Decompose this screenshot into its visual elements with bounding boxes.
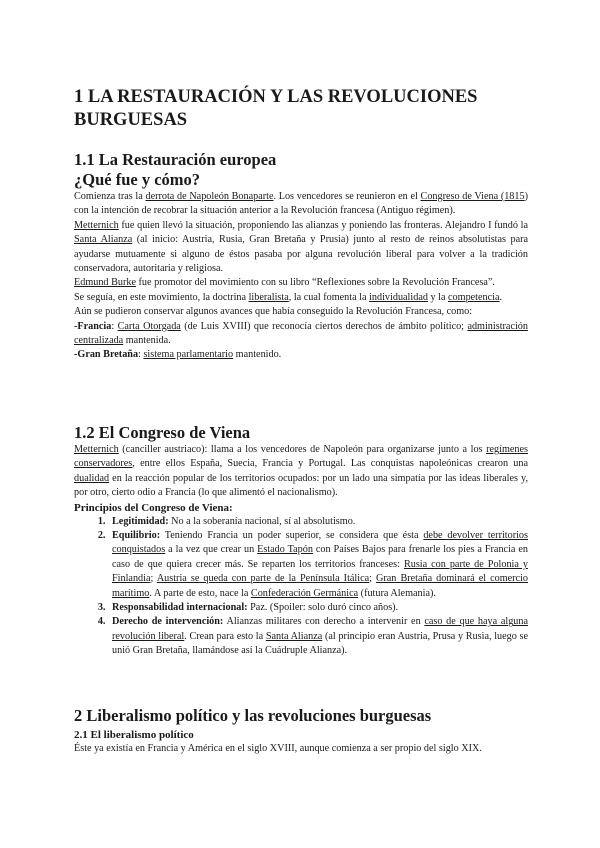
list-item: 4. Derecho de intervención: Alianzas militares con derecho a intervenir en caso de que haya alguna revolución liberal. Crean para esto la Santa Alianza (al principio eran Austria, Prusa y Rusia, luego se unió Gran Bretaña, llamándose así la Cuádruple Alianza). <box>108 615 528 658</box>
underlined-term: regímenes conservadores <box>74 444 528 470</box>
underlined-term: Santa Alianza <box>74 234 133 246</box>
principles-list <box>74 515 528 659</box>
underlined-term: administración centralizada <box>74 320 528 347</box>
paragraph: -Francia: Carta Otorgada (de Luis XVIII) que reconocía ciertos derechos de ámbito político; administración centralizada mantenida. <box>74 320 528 347</box>
list-item: 2. Equilibrio: Teniendo Francia un poder superior, se considera que ésta debe devolver territorios conquistados a la vez que crear un Estado Tapón con Países Bajos para frenarle los pies a Francia en caso de que quiera crecer más. Se reparten los territorios franceses: Rusia con parte de Polonia y Finlandia; Austria se queda con parte de la Península Itálica; Gran Bretaña dominará el comercio marítimo. A parte de esto, nace la Confederación Germánica (futura Alemania). <box>108 529 528 601</box>
paragraph: Éste ya existía en Francia y América en el siglo XVIII, aunque comienza a ser propio del siglo XIX. <box>74 743 482 754</box>
underlined-term: Edmund Burke <box>74 277 136 289</box>
paragraph: Metternich fue quien llevó la situación, proponiendo las alianzas y poniendo las fronteras. Alejandro I fundó la Santa Alianza (al inicio: Austria, Rusia, Gran Bretaña y Prusia) junto al resto de reinos absolutistas para ayudarse mutuamente si alguno de éstos pasaba por alguna revolución liberal para volver a la tradición conservadora, autoritaria y religiosa. <box>74 219 529 275</box>
underlined-term: Metternich <box>74 444 119 455</box>
paragraph: -Gran Bretaña: sistema parlamentario mantenido. <box>74 349 282 361</box>
underlined-term: dualidad <box>74 472 110 484</box>
paragraph: Edmund Burke fue promotor del movimiento con su libro “Reflexiones sobre la Revolución Francesa”. <box>74 277 495 289</box>
principles-heading: Principios del Congreso de Viena: <box>74 501 233 514</box>
underlined-term: Carta Otorgada <box>117 320 181 332</box>
section-1-2 <box>74 423 528 659</box>
paragraph: Metternich (canciller austriaco): llama a los vencedores de Napoleón para organizarse junto a los regímenes conservadores, entre ellos España, Suecia, Francia y Portugal. Las conquistas napoleónicas crearon una dualidad en la reacción popular de los territorios ocupados: por un lado una simpatía por las ideas liberales y, por otro, cierto odio a Francia (lo que alimentó el nacionalismo). <box>74 444 528 499</box>
section-heading: 1.1 La Restauración europea <box>74 150 277 169</box>
subsection-heading: ¿Qué fue y cómo? <box>74 170 201 189</box>
section-1-1 <box>74 150 528 363</box>
underlined-term: derrota de Napoleón Bonaparte <box>145 191 274 202</box>
section-2 <box>74 706 528 756</box>
section-heading: 1.2 El Congreso de Viena <box>74 423 251 442</box>
underlined-term: individualidad <box>369 291 428 303</box>
paragraph: Se seguía, en este movimiento, la doctrina liberalista, la cual fomenta la individualidad y la competencia. <box>74 291 503 303</box>
underlined-term: liberalista <box>248 291 289 303</box>
underlined-term: Metternich <box>74 219 119 231</box>
list-item: 1. Legitimidad: No a la soberanía nacional, sí al absolutismo. <box>108 515 528 529</box>
underlined-term: sistema parlamentario <box>143 349 234 361</box>
section-heading: 2 Liberalismo político y las revoluciones burguesas <box>74 706 432 725</box>
paragraph: Comienza tras la derrota de Napoleón Bonaparte. Los vencedores se reunieron en el Congreso de Viena (1815) con la intención de recobrar la situación anterior a la Revolución francesa (Antiguo régimen). <box>74 191 528 217</box>
underlined-term: Congreso de Viena (1815 <box>420 191 525 202</box>
underlined-term: competencia <box>448 291 500 303</box>
chapter-title: 1 LA RESTAURACIÓN Y LAS REVOLUCIONES BURGUESAS <box>74 87 478 130</box>
paragraph: Aún se pudieron conservar algunos avances que había conseguido la Revolución Francesa, como: <box>74 306 473 318</box>
subsection-heading: 2.1 El liberalismo político <box>74 729 194 741</box>
list-item: 3. Responsabilidad internacional: Paz. (Spoiler: solo duró cinco años). <box>108 601 528 615</box>
